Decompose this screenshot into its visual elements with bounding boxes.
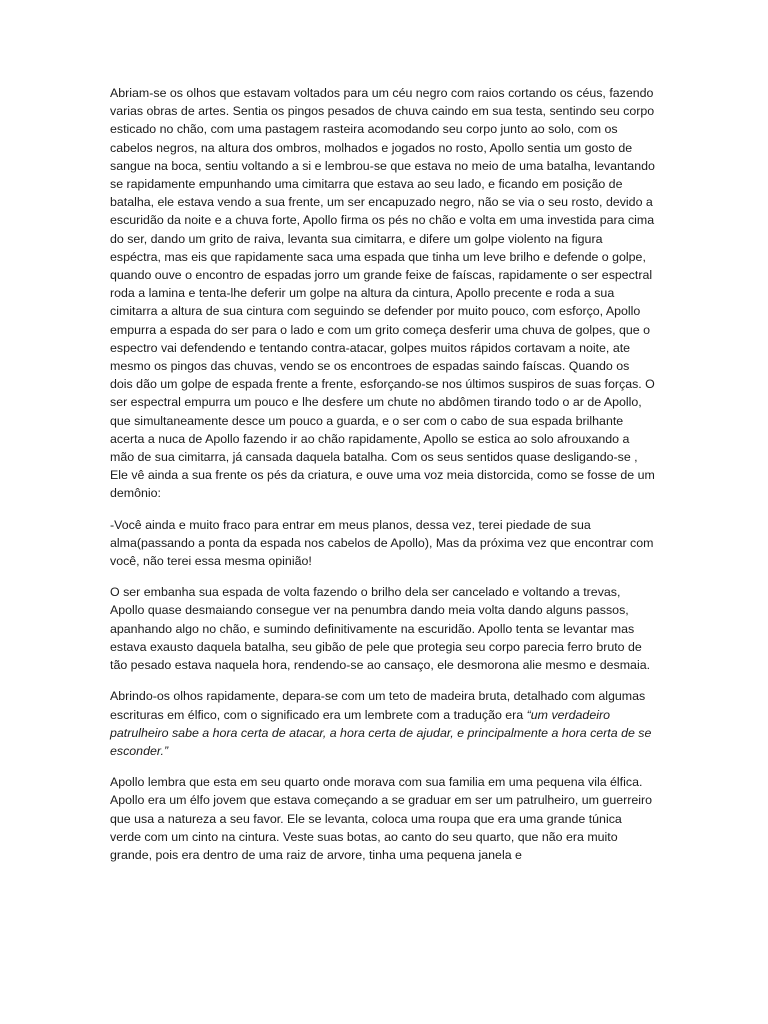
paragraph-1 bbox=[110, 84, 655, 503]
document-page bbox=[110, 84, 655, 877]
paragraph-1-text: Abriam-se os olhos que estavam voltados para um céu negro com raios cortando os céus, fazendo varias obras de artes. Sentia os pingos pesados de chuva caindo em sua testa, sentindo seu corpo esticado no chão, com uma pastagem rasteira acomodando seu corpo junto ao solo, com os cabelos negros, na altura dos ombros, molhados e jogados no rosto, Apollo sentia um gosto de sangue na boca, sentiu voltando a si e lembrou-se que estava no meio de uma batalha, levantando se rapidamente empunhando uma cimitarra que estava ao seu lado, e ficando em posição de batalha, ele estava vendo a sua frente, um ser encapuzado negro, não se via o seu rosto, devido a escuridão da noite e a chuva forte, Apollo firma os pés no chão e volta em uma investida para cima do ser, dando um grito de raiva, levanta sua cimitarra, e difere um golpe violento na figura espéctra, mas eis que rapidamente saca uma espada que tinha um leve brilho e defende o golpe, quando ouve o encontro de espadas jorro um grande feixe de faíscas, rapidamente o ser espectral roda a lamina e tenta-lhe deferir um golpe na altura da cintura, Apollo precente e roda a sua cimitarra a altura de sua cintura com seguindo se defender por muito pouco, com esforço, Apollo empurra a espada do ser para o lado e com um grito começa desferir uma chuva de golpes, que o espectro vai defendendo e tentando contra-atacar, golpes muitos rápidos cortavam a noite, ate mesmo os pingos das chuvas, vendo se os encontroes de espadas saindo faíscas. Quando os dois dão um golpe de espada frente a frente, esforçando-se nos últimos suspiros de suas forças. O ser espectral empurra um pouco e lhe desfere um chute no abdômen tirando todo o ar de Apollo, que simultaneamente desce um pouco a guarda, e o ser com o cabo de sua espada brilhante acerta a nuca de Apollo fazendo ir ao chão rapidamente, Apollo se estica ao solo afrouxando a mão de sua cimitarra, já cansada daquela batalha. Com os seus sentidos quase desligando-se , Ele vê ainda a sua frente os pés da criatura, e ouve uma voz meia distorcida, como se fosse de um demônio: bbox=[110, 86, 655, 501]
paragraph-5-text: Apollo lembra que esta em seu quarto onde morava com sua familia em uma pequena vila élfica. Apollo era um élfo jovem que estava começando a se graduar em ser um patrulheiro, um guerreiro que usa a natureza a seu favor. Ele se levanta, coloca uma roupa que era uma grande túnica verde com um cinto na cintura. Veste suas botas, ao canto do seu quarto, que não era muito grande, pois era dentro de uma raiz de arvore, tinha uma pequena janela e bbox=[110, 775, 653, 862]
paragraph-2-text: -Você ainda e muito fraco para entrar em meus planos, dessa vez, terei piedade de sua alma(passando a ponta da espada nos cabelos de Apollo), Mas da próxima vez que encontrar com você, não terei essa mesma opinião! bbox=[110, 517, 654, 569]
paragraph-4 bbox=[110, 687, 655, 760]
paragraph-5 bbox=[110, 773, 655, 864]
paragraph-3-text: O ser embanha sua espada de volta fazendo o brilho dela ser cancelado e voltando a trevas, Apollo quase desmaiando consegue ver na penumbra dando meia volta dando alguns passos, apanhando algo no chão, e sumindo definitivamente na escuridão. Apollo tenta se levantar mas estava exausto daquela batalha, seu gibão de pele que protegia seu corpo parecia ferro bruto de tão pesado estava naquela hora, rendendo-se ao cansaço, ele desmorona alie mesmo e desmaia. bbox=[110, 585, 651, 673]
paragraph-4-text: Abrindo-os olhos rapidamente, depara-se com um teto de madeira bruta, detalhado com algumas escrituras em élfico, com o significado era um lembrete com a tradução era bbox=[110, 689, 646, 722]
paragraph-2 bbox=[110, 516, 655, 571]
paragraph-3 bbox=[110, 583, 655, 674]
paragraph-4-quote: “um verdadeiro patrulheiro sabe a hora certa de atacar, a hora certa de ajudar, e principalmente a hora certa de se esconder.” bbox=[110, 707, 652, 758]
